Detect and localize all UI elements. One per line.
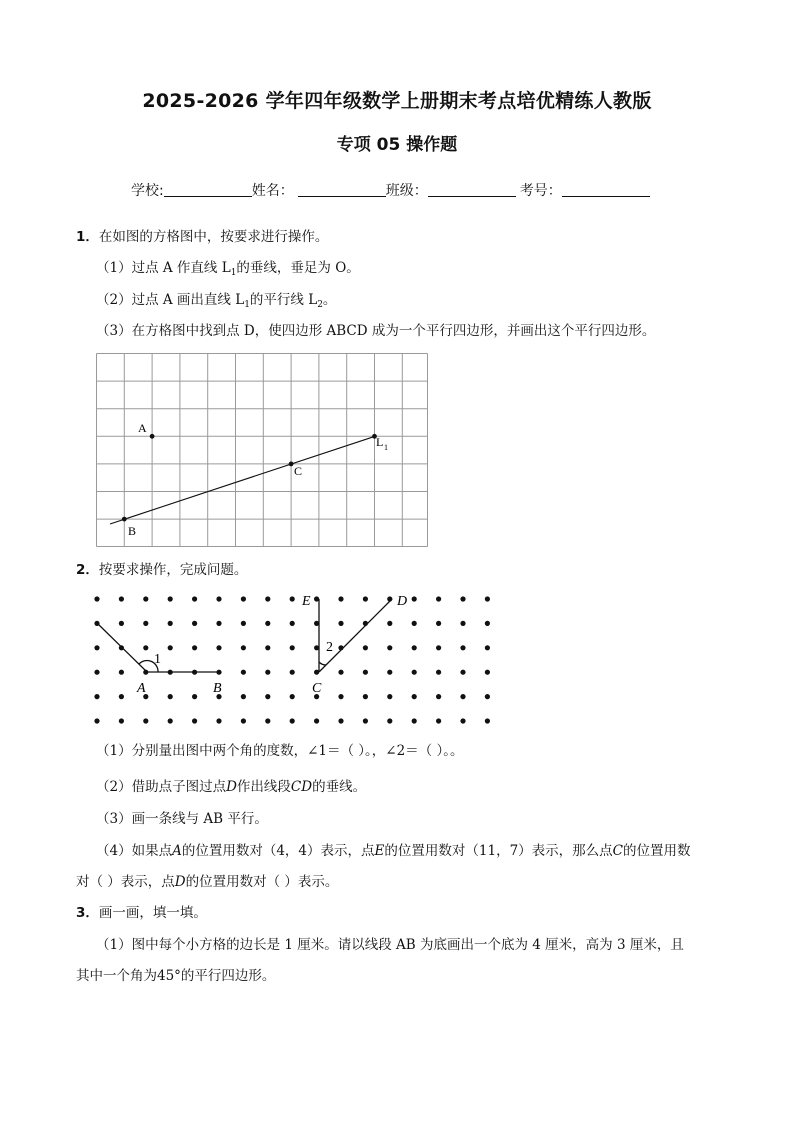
grid-dot [94,718,99,723]
q1-part2-mid: 的平行线 L [249,292,318,308]
q2-part4-line1 [96,842,691,860]
grid-dot [436,694,441,699]
grid-dot [290,645,295,650]
name-blank[interactable] [298,182,386,197]
grid-dot [485,670,490,675]
q2-part2-post: 的垂线。 [312,779,367,795]
grid-dot [387,645,392,650]
grid-dot [143,621,148,626]
grid-dot [436,596,441,601]
grid-dot [192,596,197,601]
q1-part1-sub: 1 [230,268,237,278]
student-info-row [131,180,650,200]
grid-dot [241,670,246,675]
grid-dot [363,694,368,699]
grid-dot [192,645,197,650]
name-label: 姓名： [251,183,294,199]
grid-dot [94,596,99,601]
grid-dot [485,645,490,650]
segment-cd [319,599,392,672]
grid-dot [216,645,221,650]
q2-part4-point-c: C [612,843,624,859]
grid-dot [387,694,392,699]
grid-dot [460,670,465,675]
grid-dot [363,670,368,675]
grid-dot [241,694,246,699]
q2-part2-cd: CD [290,779,313,795]
grid-dot [265,596,270,601]
grid-dot [460,718,465,723]
label-e: E [302,594,311,609]
exam-no-label: 考号： [519,183,562,199]
grid-dot [338,694,343,699]
grid-dot [94,694,99,699]
grid-dot [436,621,441,626]
grid-dot [363,718,368,723]
segment-a-to-upper [97,623,147,672]
grid-dot [412,694,417,699]
q3-part1-line2: 其中一个角为45°的平行四边形。 [76,968,276,984]
q1-part2-pre: （2）过点 A 画出直线 L [96,292,245,308]
label-d: D [397,594,408,609]
q2-part4-c: 的位置用数对（11，7）表示，那么点 [384,843,613,859]
line-l1 [110,436,375,524]
label-c2: C [312,681,322,696]
q1-grid-lines [97,354,428,547]
q1-stem-text: 在如图的方格图中，按要求进行操作。 [98,229,329,245]
exam-no-blank[interactable] [562,182,650,197]
grid-dot [119,596,124,601]
grid-dot [290,621,295,626]
q2-part2-pre: （2）借助点子图过点 [96,779,227,795]
grid-dot [192,694,197,699]
grid-dot [216,718,221,723]
point-b [122,517,127,522]
grid-dot [119,670,124,675]
grid-dot [338,621,343,626]
grid-dot [241,645,246,650]
q2-part2 [96,778,366,796]
grid-dot [412,596,417,601]
q2-part4-point-a: A [172,843,182,859]
grid-dot [290,694,295,699]
q1-part1-post: 的垂线，垂足为 O。 [236,260,360,276]
grid-dot [119,621,124,626]
page-title: 2025-2026 学年四年级数学上册期末考点培优精练人教版 [142,90,652,112]
grid-dot [338,718,343,723]
grid-dot [387,718,392,723]
grid-dot [192,621,197,626]
q1-part2-sub: 1 [244,300,250,310]
grid-dot [216,621,221,626]
grid-dot [338,670,343,675]
grid-dot [241,621,246,626]
grid-dot [412,718,417,723]
grid-dot [387,621,392,626]
q1-grid-figure [94,351,430,549]
grid-dot [143,596,148,601]
grid-dot [119,718,124,723]
label-a: A [138,421,147,435]
grid-dot [119,694,124,699]
grid-dot [265,694,270,699]
q2-part4-point-e: E [374,843,385,859]
grid-dot [460,596,465,601]
q1-part1-pre: （1）过点 A 作直线 L [96,260,231,276]
grid-dot [168,694,173,699]
grid-dot [265,718,270,723]
q2-part4-point-d: D [174,874,186,890]
angle2-arc [319,662,326,665]
class-label: 班级： [385,183,428,199]
grid-dot [265,621,270,626]
page-subtitle: 专项 05 操作题 [336,135,458,155]
grid-dot [168,718,173,723]
grid-dot [290,718,295,723]
label-a2: A [137,681,146,696]
q2-part4-a: （4）如果点 [96,843,173,859]
q2-number: 2． [76,562,99,578]
q2-part4-line2-a: 对（ ）表示，点 [76,874,175,890]
grid-dot [363,645,368,650]
q2-part4-line2 [76,873,338,891]
grid-dot [143,718,148,723]
grid-dot [436,718,441,723]
q3-number: 3． [76,905,99,921]
class-blank[interactable] [428,182,516,197]
q2-part2-d: D [226,779,237,795]
grid-dot [460,621,465,626]
q2-stem-text: 按要求操作，完成问题。 [98,562,248,578]
grid-dot [143,645,148,650]
label-angle1: 1 [154,652,161,667]
q1-part2-post: 。 [322,292,337,308]
grid-dot [265,670,270,675]
grid-dot [94,645,99,650]
q2-part4-line2-b: 的位置用数对（ ）表示。 [185,874,339,890]
label-angle2: 2 [326,640,333,655]
grid-dot [241,596,246,601]
label-b2: B [213,681,222,696]
grid-dot [241,718,246,723]
grid-dot [168,645,173,650]
grid-dot [412,621,417,626]
q3-stem [76,904,207,922]
q2-part4-d: 的位置用数 [623,843,691,859]
q3-stem-text: 画一画，填一填。 [98,905,207,921]
grid-dot [436,645,441,650]
point-c [289,462,294,467]
q2-part1: （1）分别量出图中两个角的度数，∠1＝（ ）。，∠2＝（ ）。。 [96,743,464,759]
q1-part1 [96,259,360,282]
q1-part2-sub2: 2 [317,300,323,310]
grid-dot [290,670,295,675]
q1-part2 [96,291,336,314]
grid-dot [338,596,343,601]
grid-dot [168,596,173,601]
grid-dot [363,596,368,601]
label-l-sub: 1 [384,443,388,452]
q2-part4-b: 的位置用数对（4，4）表示，点 [181,843,375,859]
q1-stem [76,228,328,246]
grid-dot [192,718,197,723]
point-a [150,434,155,439]
grid-dot [265,645,270,650]
grid-dot [436,670,441,675]
grid-dot [290,596,295,601]
grid-dot [485,694,490,699]
school-blank[interactable] [164,182,252,197]
q2-dot-figure [86,588,506,730]
grid-dot [314,718,319,723]
grid-dot [485,718,490,723]
grid-dot [460,694,465,699]
q2-part3: （3）画一条线与 AB 平行。 [96,811,268,827]
label-c: C [294,464,303,478]
grid-dot [387,670,392,675]
q1-number: 1． [76,229,99,245]
grid-dot [485,596,490,601]
grid-dot [216,596,221,601]
q2-part2-mid: 作出线段 [236,779,291,795]
grid-dot [485,621,490,626]
label-l: L [376,435,384,449]
q3-part1-line1: （1）图中每个小方格的边长是 1 厘米。请以线段 AB 为底画出一个底为 4 厘米，高为 3 厘米，且 [96,937,684,953]
grid-dot [412,670,417,675]
label-b: B [128,524,137,538]
grid-dot [168,621,173,626]
school-label: 学校: [131,183,164,199]
grid-dot [94,670,99,675]
grid-dot [460,645,465,650]
grid-dot [412,645,417,650]
q1-part3: （3）在方格图中找到点 D，使四边形 ABCD 成为一个平行四边形，并画出这个平行四边形。 [96,323,656,339]
q2-stem [76,561,247,579]
